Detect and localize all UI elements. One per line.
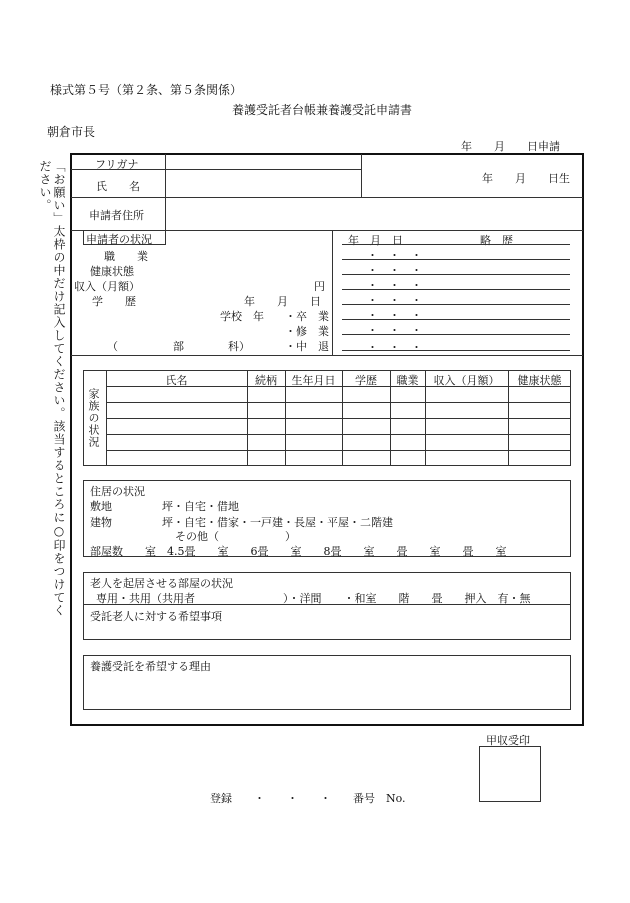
history-row-3: ・ ・ ・ xyxy=(367,279,422,292)
history-title: 略 歴 xyxy=(480,234,513,247)
col-occupation: 職業 xyxy=(396,374,419,387)
name-label: 氏 名 xyxy=(96,180,140,193)
building-label: 建物 xyxy=(90,516,112,529)
reason-heading: 養護受託を希望する理由 xyxy=(90,660,211,673)
birth-date-label: 年 月 日生 xyxy=(482,172,570,185)
history-row-6: ・ ・ ・ xyxy=(367,324,422,337)
history-row-5: ・ ・ ・ xyxy=(367,309,422,322)
completed-option: ・修 業 xyxy=(285,325,329,338)
col-income: 収入（月額） xyxy=(433,374,500,387)
registration: 登録 ・ ・ ・ 番号 No. xyxy=(210,792,406,805)
site-options: 坪・自宅・借地 xyxy=(162,500,239,513)
furigana-label: フリガナ xyxy=(95,158,139,171)
income-label: 収入（月額） xyxy=(74,280,140,293)
col-health: 健康状態 xyxy=(517,374,562,387)
dropout-option: ・中 退 xyxy=(285,340,329,353)
school-year: 学校 年 xyxy=(220,310,264,323)
other-housing: その他（ ） xyxy=(175,530,296,543)
wishes-label: 受託老人に対する希望事項 xyxy=(90,610,222,623)
status-heading: 申請者の状況 xyxy=(86,233,152,246)
income-unit: 円 xyxy=(314,280,325,293)
addressee: 朝倉市長 xyxy=(47,125,96,139)
history-row-2: ・ ・ ・ xyxy=(367,264,422,277)
education-label: 学 歴 xyxy=(92,295,136,308)
faculty-label: （ 部 科） xyxy=(107,340,250,353)
address-label: 申請者住所 xyxy=(89,209,144,222)
building-options: 坪・自宅・借家・一戸建・長屋・平屋・二階建 xyxy=(162,516,393,529)
apply-date: 年 月 日申請 xyxy=(461,140,560,153)
col-name: 氏名 xyxy=(165,374,188,387)
room-heading: 老人を起居させる部屋の状況 xyxy=(90,577,233,590)
family-side-label: 家族の状況 xyxy=(87,388,100,448)
col-relation: 続柄 xyxy=(255,374,277,387)
history-row-7: ・ ・ ・ xyxy=(367,341,422,354)
history-row-1: ・ ・ ・ xyxy=(367,249,422,262)
stamp-label: 甲収受印 xyxy=(486,734,530,747)
health-label: 健康状態 xyxy=(90,265,134,278)
form-number: 様式第５号（第２条、第５条関係） xyxy=(50,83,243,97)
form-title: 養護受託者台帳兼養護受託申請書 xyxy=(232,103,413,117)
history-date-header: 年 月 日 xyxy=(348,234,403,247)
col-education: 学歴 xyxy=(355,374,377,387)
col-birthdate: 生年月日 xyxy=(291,374,336,387)
room-count: 部屋数 室 4.5畳 室 6畳 室 8畳 室 畳 室 畳 室 xyxy=(90,545,507,558)
side-note: 「お願い」太枠の中だけ記入してください。該当するところに○印をつけてください。 xyxy=(38,160,66,617)
room-detail: 専用・共用（共用者 ）・洋間 ・和室 階 畳 押入 有・無 xyxy=(96,592,531,605)
stamp-box xyxy=(479,746,541,802)
history-row-4: ・ ・ ・ xyxy=(367,294,422,307)
site-label: 敷地 xyxy=(90,500,112,513)
occupation-label: 職 業 xyxy=(104,250,148,263)
education-date: 年 月 日 xyxy=(244,295,321,308)
housing-heading: 住居の状況 xyxy=(90,485,145,498)
graduated-option: ・卒 業 xyxy=(285,310,329,323)
